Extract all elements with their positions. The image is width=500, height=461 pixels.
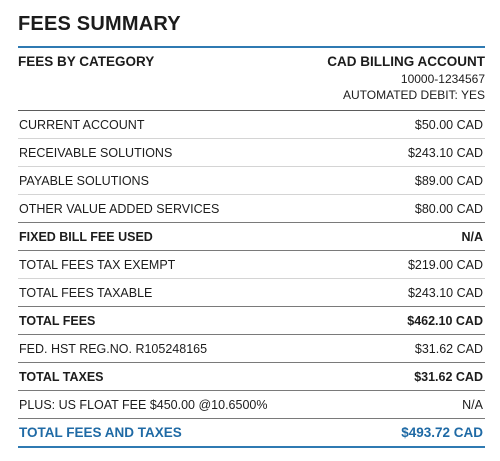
fees-table — [18, 110, 485, 448]
fee-label: RECEIVABLE SOLUTIONS — [19, 145, 173, 160]
account-number: 10000-1234567 — [400, 72, 485, 86]
table-bottom-rule — [18, 446, 485, 448]
fee-row-total-fees-and-taxes — [18, 418, 485, 446]
fee-row-total-taxes — [18, 362, 485, 390]
fee-row-other-value-added — [18, 194, 485, 222]
fee-label: CURRENT ACCOUNT — [19, 117, 145, 132]
page-title: FEES SUMMARY — [18, 13, 181, 35]
fee-value: $31.62 CAD — [414, 369, 483, 384]
fee-row-taxable — [18, 278, 485, 306]
fee-label: TOTAL FEES TAXABLE — [19, 285, 153, 300]
total-label: TOTAL FEES AND TAXES — [19, 425, 182, 440]
fee-label: TOTAL TAXES — [19, 369, 104, 384]
fee-row-receivable-solutions — [18, 138, 485, 166]
fee-label: FED. HST REG.NO. R105248165 — [19, 341, 208, 356]
fee-row-payable-solutions — [18, 166, 485, 194]
automated-debit-status: AUTOMATED DEBIT: YES — [342, 88, 485, 102]
fee-row-fixed-bill-fee — [18, 222, 485, 250]
fee-value: $31.62 CAD — [414, 341, 483, 356]
fee-row-us-float-fee — [18, 390, 485, 418]
fee-row-current-account — [18, 110, 485, 138]
fee-value: $243.10 CAD — [407, 145, 483, 160]
billing-account-title: CAD BILLING ACCOUNT — [327, 54, 485, 69]
fee-label: TOTAL FEES TAX EXEMPT — [19, 257, 176, 272]
fee-label: OTHER VALUE ADDED SERVICES — [19, 201, 220, 216]
fee-row-fed-hst — [18, 334, 485, 362]
fee-value: $462.10 CAD — [407, 313, 483, 328]
fee-label: TOTAL FEES — [19, 313, 96, 328]
fee-value: N/A — [462, 397, 483, 412]
fees-by-category-label: FEES BY CATEGORY — [18, 54, 155, 69]
fee-label: PAYABLE SOLUTIONS — [19, 173, 149, 188]
fee-value: $80.00 CAD — [414, 201, 483, 216]
billing-account-info — [327, 54, 485, 110]
fee-value: $89.00 CAD — [414, 173, 483, 188]
fee-label: PLUS: US FLOAT FEE $450.00 @10.6500% — [19, 397, 268, 412]
fee-value: $243.10 CAD — [407, 285, 483, 300]
fee-row-total-fees — [18, 306, 485, 334]
fee-value: $50.00 CAD — [414, 117, 483, 132]
fee-value: $219.00 CAD — [407, 257, 483, 272]
fee-value: N/A — [461, 229, 483, 244]
total-value: $493.72 CAD — [401, 425, 483, 440]
fee-label: FIXED BILL FEE USED — [19, 229, 153, 244]
fee-row-tax-exempt — [18, 250, 485, 278]
table-header — [18, 48, 485, 110]
